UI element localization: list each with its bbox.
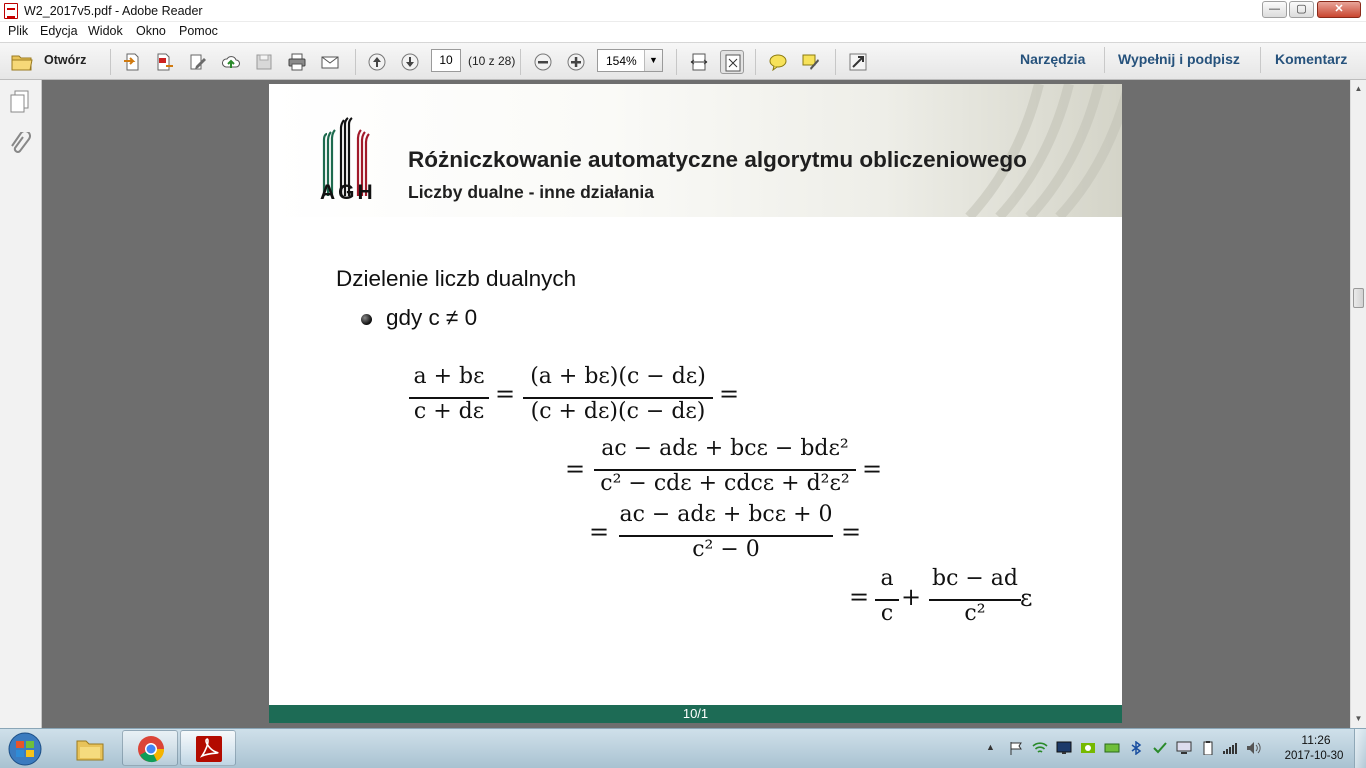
clock-date[interactable]: 2017-10-30 — [1284, 750, 1344, 762]
fraction-6 — [929, 566, 1021, 632]
show-desktop-button[interactable] — [1354, 729, 1366, 768]
email-button[interactable] — [318, 50, 342, 74]
scroll-down-icon[interactable]: ▼ — [1354, 714, 1363, 723]
adobe-pdf-icon — [4, 3, 18, 19]
fullscreen-button[interactable] — [846, 50, 870, 74]
export-pdf-icon — [156, 53, 174, 71]
fit-width-icon — [690, 53, 708, 71]
taskbar-explorer[interactable] — [62, 730, 116, 766]
taskbar-chrome[interactable] — [122, 730, 178, 766]
fraction-5 — [875, 566, 899, 632]
plus-sign: + — [901, 583, 922, 611]
minimize-button[interactable]: — — [1262, 1, 1287, 18]
navigation-sidebar — [0, 80, 42, 728]
fraction-6-numerator: bc − ad — [931, 566, 1019, 591]
adobe-reader-icon — [194, 734, 224, 764]
clock-time[interactable]: 11:26 — [1301, 733, 1331, 747]
section-heading: Dzielenie liczb dualnych — [336, 266, 577, 291]
minus-icon — [534, 53, 552, 71]
pdf-page — [269, 84, 1122, 723]
fit-width-button[interactable] — [687, 50, 711, 74]
create-pdf-button[interactable] — [120, 50, 144, 74]
fraction-5-denominator: c — [880, 601, 894, 626]
fraction-1-denominator: c + dε — [413, 399, 485, 424]
comment-pane-button[interactable]: Komentarz — [1275, 51, 1348, 67]
battery-icon[interactable] — [1200, 741, 1216, 755]
sticky-note-button[interactable] — [766, 50, 790, 74]
menu-edycja[interactable]: Edycja — [40, 24, 78, 38]
fit-page-icon — [724, 54, 742, 72]
zoom-in-button[interactable] — [564, 50, 588, 74]
fraction-3-denominator: c² − cdε + cdcε + d²ε² — [600, 471, 850, 496]
slide-subtitle: Liczby dualne - inne działania — [408, 182, 655, 202]
sync-check-icon[interactable] — [1152, 741, 1168, 755]
fraction-6-denominator: c² — [964, 601, 986, 626]
slide-header — [269, 84, 1122, 217]
page-number-input[interactable]: 10 — [431, 49, 461, 72]
fill-sign-pane-button[interactable]: Wypełnij i podpisz — [1118, 51, 1240, 67]
expand-icon — [849, 53, 867, 71]
envelope-icon — [321, 53, 339, 71]
comment-bubble-icon — [769, 53, 787, 71]
cloud-upload-icon — [222, 53, 240, 71]
equals-sign: = — [841, 518, 862, 546]
highlight-button[interactable] — [799, 50, 823, 74]
fraction-3-numerator: ac − adε + bcε − bdε² — [601, 436, 849, 461]
menu-okno[interactable]: Okno — [136, 24, 166, 38]
fraction-4-numerator: ac − adε + bcε + 0 — [619, 502, 833, 527]
fraction-4 — [619, 502, 833, 568]
scroll-thumb[interactable] — [1353, 288, 1364, 308]
menu-widok[interactable]: Widok — [88, 24, 123, 38]
page-count: (10 z 28) — [468, 54, 516, 68]
equals-sign: = — [719, 380, 740, 408]
close-button[interactable]: ✕ — [1317, 1, 1361, 18]
window-title: W2_2017v5.pdf - Adobe Reader — [24, 4, 203, 18]
equals-sign: = — [849, 583, 870, 611]
fraction-2-denominator: (c + dε)(c − dε) — [530, 399, 706, 424]
slide-title: Różniczkowanie automatyczne algorytmu obliczeniowego — [408, 147, 1027, 172]
printer-icon — [288, 53, 306, 71]
arrow-down-icon — [401, 53, 419, 71]
zoom-select[interactable] — [597, 49, 663, 72]
folder-icon — [11, 52, 33, 72]
save-icon — [255, 53, 273, 71]
save-button[interactable] — [252, 50, 276, 74]
create-pdf-icon — [123, 53, 141, 71]
equals-sign: = — [589, 518, 610, 546]
zoom-out-button[interactable] — [531, 50, 555, 74]
arrow-up-icon — [368, 53, 386, 71]
open-button[interactable] — [8, 49, 92, 75]
upload-cloud-button[interactable] — [219, 50, 243, 74]
tools-pane-button[interactable]: Narzędzia — [1020, 51, 1086, 67]
bluetooth-icon[interactable] — [1128, 741, 1144, 755]
title-bar — [0, 0, 1366, 22]
equals-sign: = — [495, 380, 516, 408]
fraction-2-numerator: (a + bε)(c − dε) — [530, 364, 706, 389]
menu-bar — [0, 22, 1366, 42]
zoom-value: 154% — [606, 54, 637, 68]
start-button[interactable] — [2, 730, 48, 768]
wifi-icon[interactable] — [1032, 741, 1048, 755]
export-pdf-button[interactable] — [153, 50, 177, 74]
fraction-1-numerator: a + bε — [413, 364, 485, 389]
fraction-5-numerator: a — [880, 566, 894, 591]
nvidia-icon[interactable] — [1080, 741, 1096, 755]
tray-expand-icon[interactable]: ▲ — [986, 742, 995, 752]
slide-footer — [269, 705, 1122, 723]
fit-page-button[interactable] — [720, 50, 744, 74]
signal-bars-icon[interactable] — [1222, 741, 1238, 755]
menu-pomoc[interactable]: Pomoc — [179, 24, 218, 38]
paperclip-icon[interactable] — [9, 132, 31, 158]
print-button[interactable] — [285, 50, 309, 74]
epsilon-symbol: ε — [1020, 584, 1033, 612]
open-label: Otwórz — [44, 53, 87, 67]
page-thumbnails-icon[interactable] — [9, 90, 31, 114]
bullet-icon — [361, 314, 372, 325]
slide-page-number: 10/1 — [682, 706, 709, 721]
equals-sign: = — [862, 455, 883, 483]
next-page-button[interactable] — [398, 50, 422, 74]
taskbar-adobe-reader[interactable] — [180, 730, 236, 766]
fraction-4-denominator: c² − 0 — [692, 537, 760, 562]
action-center-flag-icon[interactable] — [1008, 741, 1024, 755]
display-icon[interactable] — [1056, 741, 1072, 755]
fraction-1 — [409, 364, 489, 430]
volume-icon[interactable] — [1246, 741, 1262, 755]
previous-page-button[interactable] — [365, 50, 389, 74]
chrome-icon — [136, 734, 166, 764]
agh-logo-text: AGH — [320, 181, 376, 204]
menu-plik[interactable]: Plik — [8, 24, 29, 38]
monitor-icon[interactable] — [1176, 741, 1192, 755]
chevron-down-icon[interactable]: ▼ — [644, 50, 662, 71]
equals-sign: = — [565, 455, 586, 483]
bullet-text: gdy c ≠ 0 — [386, 305, 478, 330]
folder-icon — [75, 735, 105, 763]
fraction-3 — [594, 436, 856, 502]
fraction-2 — [523, 364, 713, 430]
plus-icon — [567, 53, 585, 71]
scroll-up-icon[interactable]: ▲ — [1354, 84, 1363, 93]
highlighter-icon — [802, 53, 820, 71]
network-icon[interactable] — [1104, 741, 1120, 755]
maximize-button[interactable]: ▢ — [1289, 1, 1314, 18]
edit-pdf-button[interactable] — [186, 50, 210, 74]
vertical-scrollbar[interactable] — [1350, 80, 1366, 728]
edit-pdf-icon — [189, 53, 207, 71]
